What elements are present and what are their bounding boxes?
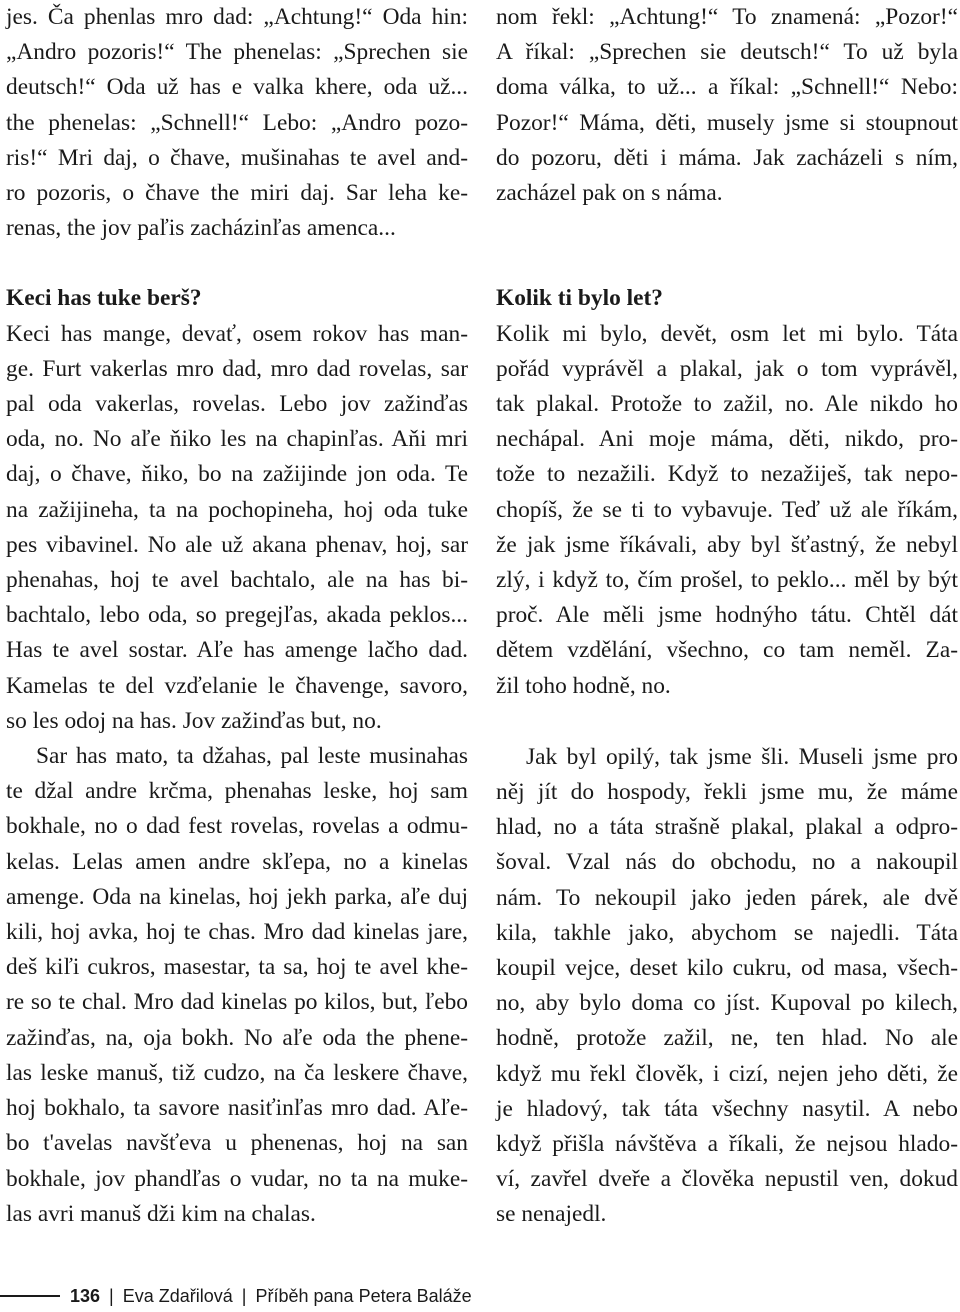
text-line: Kamelas te del vzďelanie le čhavenge, savoro,	[6, 672, 468, 699]
text-line: do pozoru, děti i máma. Jak zacházeli s ním,	[496, 144, 958, 171]
text-line: ví, zavřel dveře a člověka nepustil ven, dokud	[496, 1166, 958, 1193]
text-line: te džal andre krčma, phenahas leske, hoj sam	[6, 778, 468, 805]
text-line: když mu řekl člověk, i cizí, nejen jeho děti, že	[496, 1060, 958, 1087]
text-line: bokhale, jov phandľas o vudar, no ta na muke-	[6, 1165, 468, 1192]
footer-rule	[0, 1295, 60, 1297]
right-column	[496, 0, 958, 1233]
text-line: so les odoj na has. Jov zažinďas but, no.	[6, 707, 382, 734]
text-line: bo t'avelas navšťeva u phenenas, hoj na san	[6, 1130, 468, 1157]
text-line: Kolik mi bylo, devět, osm let mi bylo. Táta	[496, 320, 958, 347]
text-line: hodně, protože zažil, ne, ten hlad. No ale	[496, 1025, 958, 1052]
text-line: jes. Ča phenlas mro dad: „Achtung!“ Oda hin:	[6, 4, 468, 30]
text-line: amenge. Oda na kinelas, hoj jekh parka, aľe duj	[6, 883, 468, 910]
text-line: ge. Furt vakerlas mro dad, mro dad rovelas, sar	[6, 355, 468, 382]
text-line: dětem vzdělání, všechno, co tam neměl. Za-	[496, 637, 958, 664]
text-line: kili, hoj avka, hoj te chas. Mro dad kinelas jare,	[6, 919, 468, 946]
text-line: no, aby bylo doma co jíst. Kupoval po kilech,	[496, 990, 958, 1017]
left-column	[6, 0, 468, 1232]
text-line: doma válka, to už... a říkal: „Schnell!“ Nebo:	[496, 74, 958, 101]
text-line: kelas. Lelas amen andre skľepa, no a kinelas	[6, 848, 468, 875]
text-line: tože to nezažili. Když to nezažiješ, tak nepo-	[496, 461, 958, 488]
text-line: phenahas, hoj te avel bachtalo, ale na has bi-	[6, 567, 468, 594]
interview-question: Keci has tuke berš?	[6, 285, 202, 312]
right-answer-paragraph	[496, 317, 958, 704]
interview-question: Kolik ti bylo let?	[496, 285, 663, 312]
page-number: 136	[70, 1285, 101, 1306]
text-line: šoval. Vzal nás do obchodu, no a nakoupil	[496, 849, 958, 876]
text-line: Sar has mato, ta džahas, pal leste musinahas	[36, 743, 468, 770]
footer-separator: |	[109, 1285, 114, 1306]
text-line: ro pozoris, o čhave the miri daj. Sar leha ke-	[6, 180, 468, 207]
text-line: kila, takhle jako, abychom se najedli. Táta	[496, 919, 958, 946]
left-intro-paragraph	[6, 0, 468, 246]
text-line: hlad, no a táta strašně plakal, plakal a odpro-	[496, 814, 958, 841]
text-line: oda, no. No aľe ňiko les na chapinľas. Aňi mri	[6, 426, 468, 453]
text-line: Keci has mange, devať, osem rokov has man-	[6, 320, 468, 347]
text-line: daj, o čhave, ňiko, bo na zažijinde jon oda. Te	[6, 461, 468, 488]
text-line: bachtalo, lebo oda, so pregejľas, akada peklos...	[6, 602, 468, 629]
text-line: nom řekl: „Achtung!“ To znamená: „Pozor!“	[496, 4, 958, 30]
footer-separator: |	[241, 1285, 247, 1306]
footer-author: Eva Zdařilová	[122, 1285, 233, 1306]
text-line: na zažijineha, ta na pochopineha, hoj oda tuke	[6, 496, 468, 523]
text-line: že jak jsme říkávali, aby byl šťastný, že nebyl	[496, 531, 958, 558]
text-line: las avri manuš dži kim na chalas.	[6, 1200, 316, 1227]
text-line: las leske manuš, tiž cudzo, na ča leskere čhave,	[6, 1059, 468, 1086]
text-line: hoj bokhalo, ta savore nasiťinľas mro dad. Aľe-	[6, 1095, 468, 1122]
text-line: the phenelas: „Schnell!“ Lebo: „Andro pozo-	[6, 109, 468, 136]
text-line: něj jít do hospody, řekli jsme mu, že máme	[496, 779, 958, 806]
right-intro-paragraph	[496, 0, 958, 211]
text-line: žil toho hodně, no.	[496, 672, 671, 699]
left-second-paragraph	[6, 739, 468, 1232]
text-line: chopíš, že se ti to vybavuje. Teď už ale říkám,	[496, 496, 958, 523]
text-line: nechápal. Ani moje máma, děti, nikdo, pro-	[496, 426, 958, 453]
text-line: zacházel pak on s náma.	[496, 180, 723, 207]
text-line: re so te chal. Mro dad kinelas po kilos, but, ľebo	[6, 989, 468, 1016]
right-second-paragraph	[496, 740, 958, 1233]
text-line: pal oda vakerlas, rovelas. Lebo jov zažinďas	[6, 391, 468, 418]
text-line: koupil vejce, deset kilo cukru, od masa, všech-	[496, 955, 958, 982]
text-line: se nenajedl.	[496, 1201, 607, 1228]
text-line: proč. Ale měli jsme hodnýho tátu. Chtěl dát	[496, 602, 958, 629]
text-line: deutsch!“ Oda už has e valka khere, oda už...	[6, 74, 468, 101]
text-line: když přišla návštěva a říkali, že nejsou hlado-	[496, 1131, 958, 1158]
page-footer	[0, 1282, 960, 1310]
text-line: nám. To nekoupil jako jeden párek, ale dvě	[496, 884, 958, 911]
text-line: tak plakal. Protože to zažil, no. Ale nikdo ho	[496, 391, 958, 418]
text-line: A říkal: „Sprechen sie deutsch!“ To už byla	[496, 39, 958, 66]
text-line: bokhale, no o dad fest rovelas, rovelas a odmu-	[6, 813, 468, 840]
left-answer-paragraph	[6, 317, 468, 739]
text-line: „Andro pozoris!“ The phenelas: „Sprechen sie	[6, 39, 468, 66]
text-line: Jak byl opilý, tak jsme šli. Museli jsme pro	[526, 743, 958, 770]
text-line: ris!“ Mri daj, o čhave, mušinahas te avel and-	[6, 144, 468, 171]
text-line: je hladový, tak táta všechny nasytil. A nebo	[496, 1095, 958, 1122]
text-line: pes vibavinel. No ale už akana phenav, hoj, sar	[6, 531, 468, 558]
text-line: Has te avel sostar. Aľe has amenge lačho dad.	[6, 637, 468, 664]
text-line: Pozor!“ Máma, děti, musely jsme si stoupnout	[496, 109, 958, 136]
footer-book-title: Příběh pana Petera Baláže	[255, 1285, 472, 1306]
text-line: pořád vyprávěl a plakal, jak o tom vyprávěl,	[496, 355, 958, 382]
text-line: zlý, i když to, čím prošel, to peklo... měl by být	[496, 567, 958, 594]
text-line: zažinďas, na, oja bokh. No aľe oda the phene-	[6, 1024, 468, 1051]
text-line: renas, the jov paľis zacházinľas amenca...	[6, 215, 396, 242]
text-line: deš kiľi cukros, masestar, ta sa, hoj te avel khe-	[6, 954, 468, 981]
